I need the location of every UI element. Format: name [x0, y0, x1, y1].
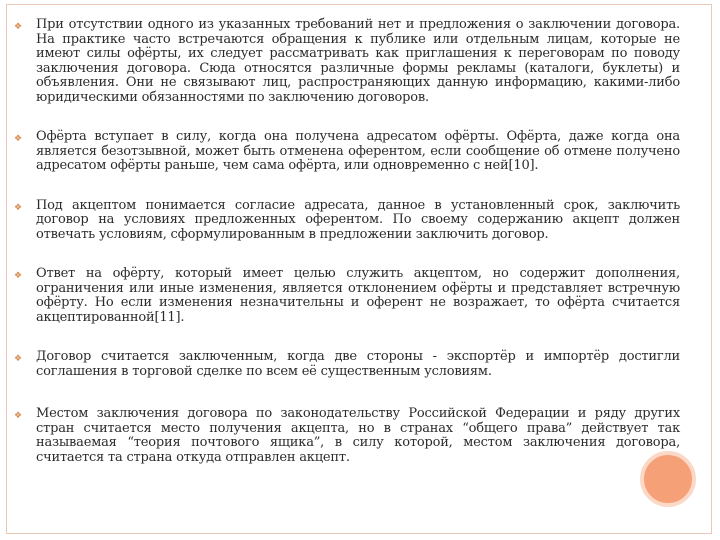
diamond-bullet-icon: ❖: [14, 22, 23, 32]
bullet-item: [14, 130, 680, 174]
bullet-item: [14, 407, 680, 465]
bullet-item: [14, 350, 680, 379]
bullet-list: [14, 18, 680, 465]
bullet-text: Офёрта вступает в силу, когда она получена адресатом офёрты. Офёрта, даже когда она является безотзывной, может быть отменена оферентом, если сообщение об отмене получено адресатом офёрты раньше, чем сама офёрта, или одновременно с ней[10].: [36, 129, 680, 173]
diamond-bullet-icon: ❖: [14, 134, 23, 144]
bullet-item: [14, 18, 680, 105]
bullet-item: [14, 267, 680, 325]
bullet-text: Договор считается заключенным, когда две стороны - экспортёр и импортёр достигли соглашения в торговой сделке по всем её существенным условиям.: [36, 349, 680, 379]
diamond-bullet-icon: ❖: [14, 411, 23, 421]
bullet-item: [14, 199, 680, 243]
diamond-bullet-icon: ❖: [14, 271, 23, 281]
bullet-text: Местом заключения договора по законодательству Российской Федерации и ряду других стран считается место получения акцепта, но в странах “общего права” действует так называемая “теория почтового ящика”, в силу которой, местом заключения договора, считается та страна откуда отправлен акцепт.: [36, 406, 680, 465]
decorative-circle: [640, 451, 696, 507]
diamond-bullet-icon: ❖: [14, 354, 23, 364]
bullet-text: Под акцептом понимается согласие адресата, данное в установленный срок, заключить договор на условиях предложенных оферентом. По своему содержанию акцепт должен отвечать условиям, сформулированным в предложении заключить договор.: [36, 197, 680, 242]
diamond-bullet-icon: ❖: [14, 202, 23, 213]
bullet-text: При отсутствии одного из указанных требований нет и предложения о заключении договора. На практике часто встречаются обращения к публике или отдельным лицам, которые не имеют силы офёрты, их следует рассматривать как приглашения к переговорам по поводу заключения договора. Сюда относятся различные формы рекламы (каталоги, буклеты) и объявления. Они не связывают лиц, распространяющих данную информацию, какими-либо юридическими обязанностями по заключению договоров.: [36, 17, 680, 105]
bullet-text: Ответ на офёрту, который имеет целью служить акцептом, но содержит дополнения, ограничения или иные изменения, является отклонением офёрты и представляет встречную офёрту. Но если изменения незначительны и оферент не возражает, то офёрта считается акцептированной[11].: [36, 266, 680, 325]
